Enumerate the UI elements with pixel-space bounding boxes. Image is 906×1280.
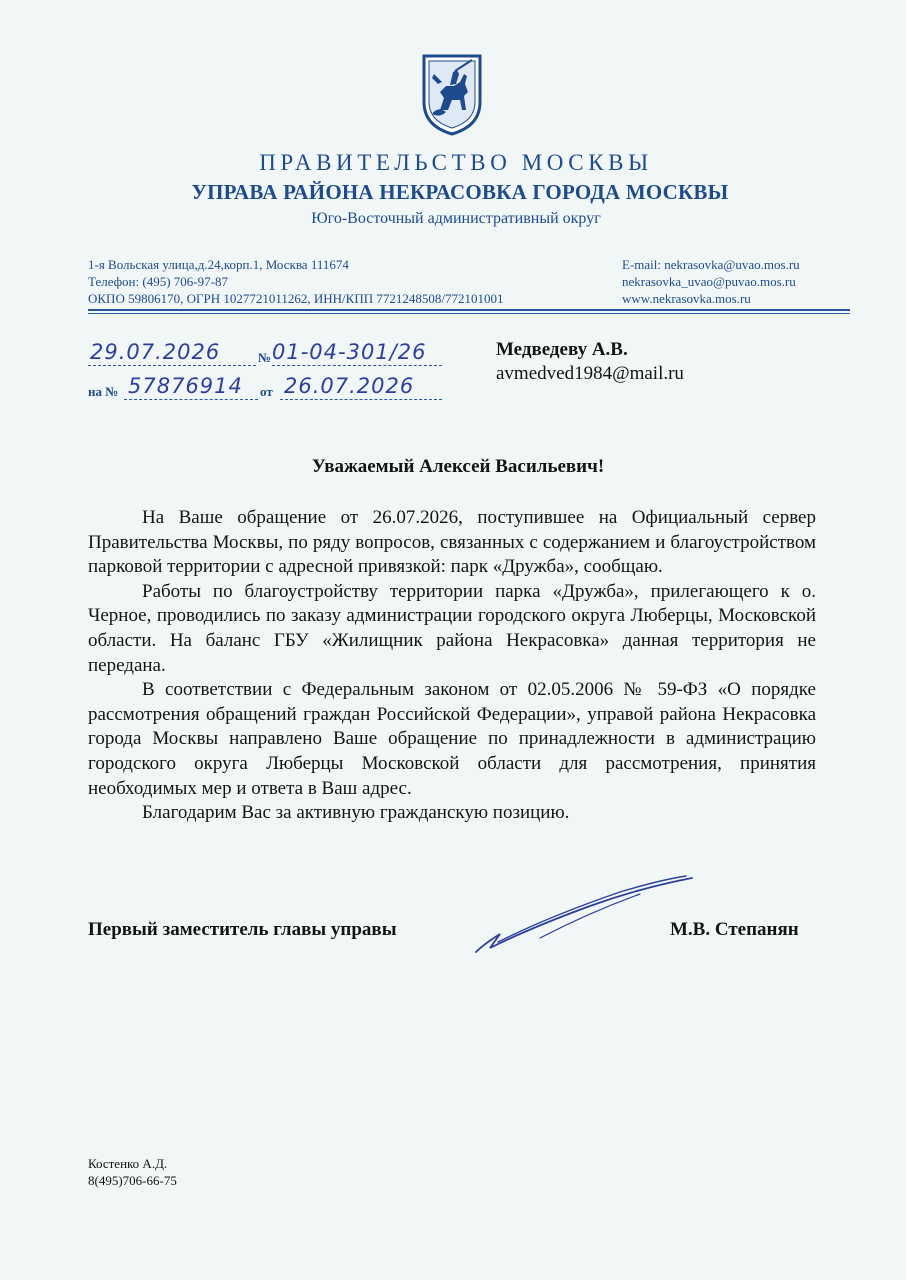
recipient-email: avmedved1984@mail.ru	[496, 363, 684, 384]
okrug-subtitle: Юго-Восточный административный округ	[311, 210, 601, 227]
letterhead-contacts-left	[88, 256, 503, 307]
recipient-block	[496, 338, 684, 386]
date-underline	[88, 364, 256, 366]
executor-name: Костенко А.Д.	[88, 1156, 168, 1171]
email2-line: nekrasovka_uvao@puvao.mos.ru	[622, 274, 796, 289]
number-underline	[272, 364, 442, 366]
uprava-title: УПРАВА РАЙОНА НЕКРАСОВКА ГОРОДА МОСКВЫ	[191, 180, 729, 204]
signatory-position: Первый заместитель главы управы	[88, 919, 397, 940]
letterhead-contacts-right	[622, 256, 800, 307]
letter-body	[88, 506, 816, 826]
ref-from-label: от	[260, 384, 273, 399]
website-line: www.nekrasovka.mos.ru	[622, 291, 751, 306]
number-label: №	[258, 350, 272, 365]
ref-label: на №	[88, 384, 119, 399]
letterhead-divider-thin	[88, 313, 850, 314]
government-title: ПРАВИТЕЛЬСТВО МОСКВЫ	[259, 150, 653, 175]
outgoing-date: 29.07.2026	[90, 340, 221, 364]
greeting: Уважаемый Алексей Васильевич!	[311, 456, 605, 477]
ref-date-underline	[280, 398, 442, 400]
signatory-name: М.В. Степанян	[670, 919, 799, 940]
phone-line: Телефон: (495) 706-97-87	[88, 274, 228, 289]
outgoing-number: 01-04-301/26	[272, 340, 427, 364]
paragraph-1: На Ваше обращение от 26.07.2026, поступившее на Официальный сервер Правительства Москвы, по ряду вопросов, связанных с содержанием и благоустройством парковой территории с адресной привязкой: парк «Дружба», сообщаю.	[88, 507, 816, 578]
recipient-name: Медведеву А.В.	[496, 339, 628, 360]
paragraph-2: Работы по благоустройству территории парка «Дружба», прилегающего к о. Черное, проводились по заказу администрации городского округа Люберцы, Московской области. На баланс ГБУ «Жилищник района Некрасовка» данная территория не передана.	[88, 580, 816, 676]
ref-date: 26.07.2026	[284, 374, 415, 398]
paragraph-4: Благодарим Вас за активную гражданскую позицию.	[142, 802, 570, 824]
moscow-coat-of-arms-icon	[420, 52, 484, 136]
paragraph-3: В соответствии с Федеральным законом от 02.05.2006 № 59-ФЗ «О порядке рассмотрения обращений граждан Российской Федерации», управой района Некрасовка города Москвы направлено Ваше обращение по принадлежности в администрацию городского округа Люберцы Московской области для рассмотрения, принятия необходимых мер и ответа в Ваш адрес.	[88, 679, 816, 799]
executor-phone: 8(495)706-66-75	[88, 1173, 177, 1188]
address-line: 1-я Вольская улица,д.24,корп.1, Москва 111674	[88, 257, 349, 272]
email-line: E-mail: nekrasovka@uvao.mos.ru	[622, 257, 800, 272]
ref-number-underline	[124, 398, 258, 400]
codes-line: ОКПО 59806170, ОГРН 1027721011262, ИНН/КПП 7721248508/772101001	[88, 291, 504, 306]
executor-block	[88, 1155, 177, 1189]
letterhead-divider	[88, 309, 850, 311]
handwritten-signature-icon	[470, 872, 700, 962]
ref-number: 57876914	[128, 374, 243, 398]
